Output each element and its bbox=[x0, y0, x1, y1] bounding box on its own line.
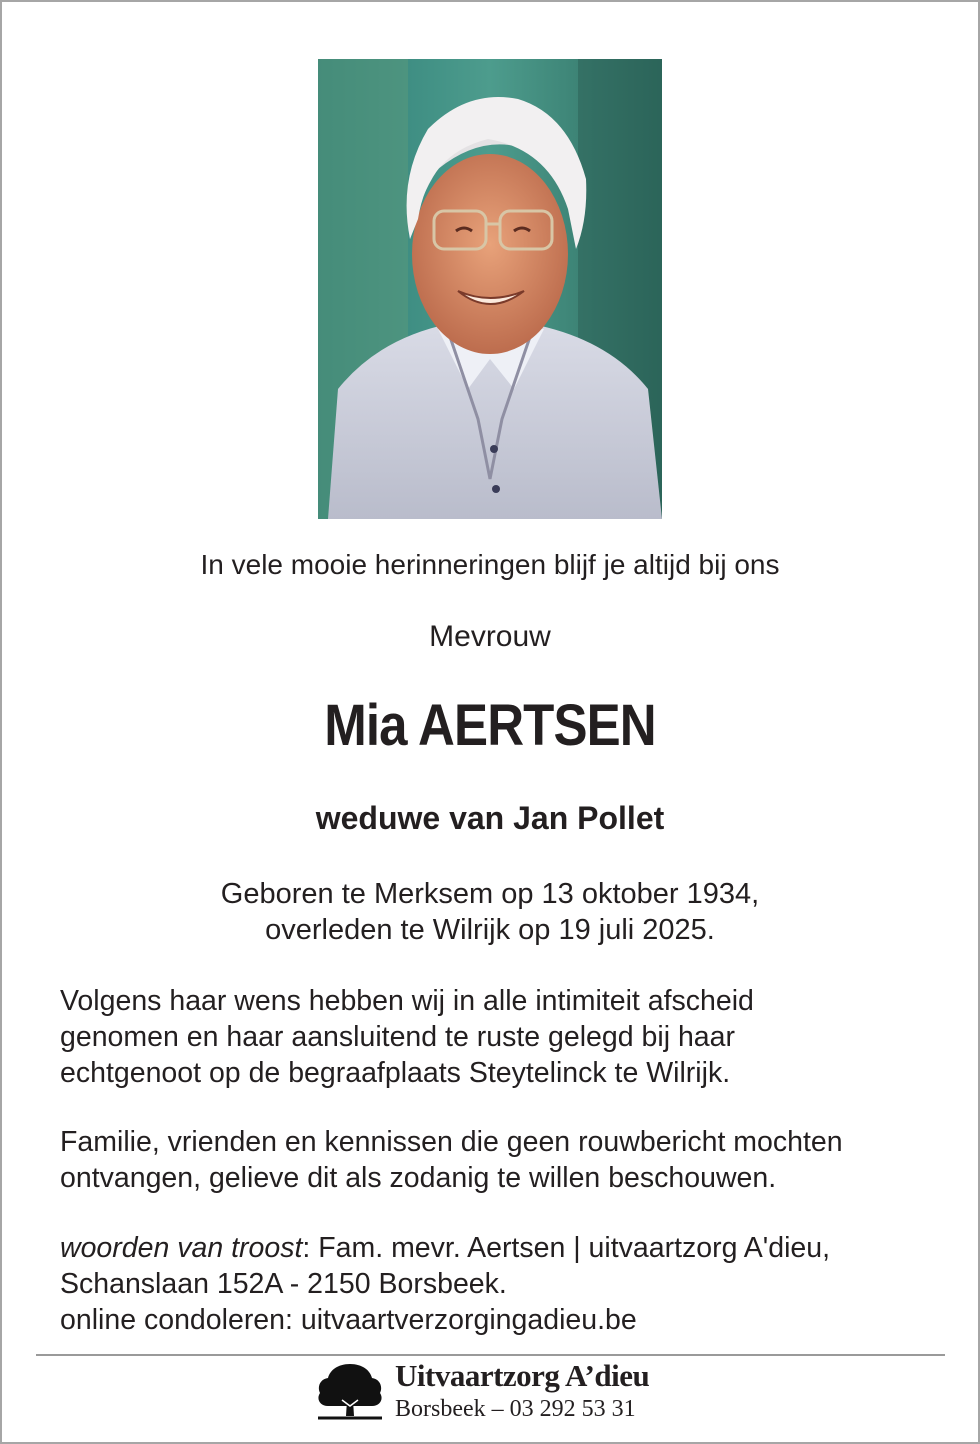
contact-label: woorden van troost bbox=[60, 1232, 303, 1264]
footer-divider bbox=[36, 1354, 945, 1356]
funeral-home-contact: Borsbeek – 03 292 53 31 bbox=[395, 1396, 636, 1422]
birth-line: Geboren te Merksem op 13 oktober 1934, bbox=[220, 878, 760, 910]
honorific: Mevrouw bbox=[429, 620, 551, 653]
contact-block bbox=[60, 1230, 940, 1338]
death-line: overleden te Wilrijk op 19 juli 2025. bbox=[265, 914, 715, 946]
paragraph-line: Volgens haar wens hebben wij in alle intimiteit afscheid bbox=[60, 985, 754, 1017]
online-condolence-link[interactable]: online condoleren: uitvaartverzorgingadieu.be bbox=[60, 1304, 637, 1336]
contact-address-name: : Fam. mevr. Aertsen | uitvaartzorg A'dieu, bbox=[302, 1232, 831, 1264]
paragraph-line: genomen en haar aansluitend te ruste gelegd bij haar bbox=[60, 1021, 735, 1053]
farewell-paragraph bbox=[60, 983, 940, 1091]
funeral-home-brand: Uitvaartzorg A’dieu bbox=[395, 1358, 650, 1393]
life-dates bbox=[0, 876, 980, 948]
paragraph-line: ontvangen, gelieve dit als zodanig te willen beschouwen. bbox=[60, 1162, 777, 1194]
paragraph-line: Familie, vrienden en kennissen die geen rouwbericht mochten bbox=[60, 1126, 843, 1158]
paragraph-line: echtgenoot op de begraafplaats Steytelinck te Wilrijk. bbox=[60, 1057, 731, 1089]
notice-paragraph bbox=[60, 1124, 940, 1196]
deceased-name: Mia AERTSEN bbox=[324, 693, 656, 758]
contact-line bbox=[60, 1230, 940, 1266]
portrait-photo bbox=[318, 59, 662, 519]
relation: weduwe van Jan Pollet bbox=[315, 800, 665, 836]
tree-icon bbox=[316, 1360, 384, 1422]
contact-address: Schanslaan 152A - 2150 Borsbeek. bbox=[60, 1268, 507, 1300]
motto: In vele mooie herinneringen blijf je altijd bij ons bbox=[200, 549, 780, 580]
